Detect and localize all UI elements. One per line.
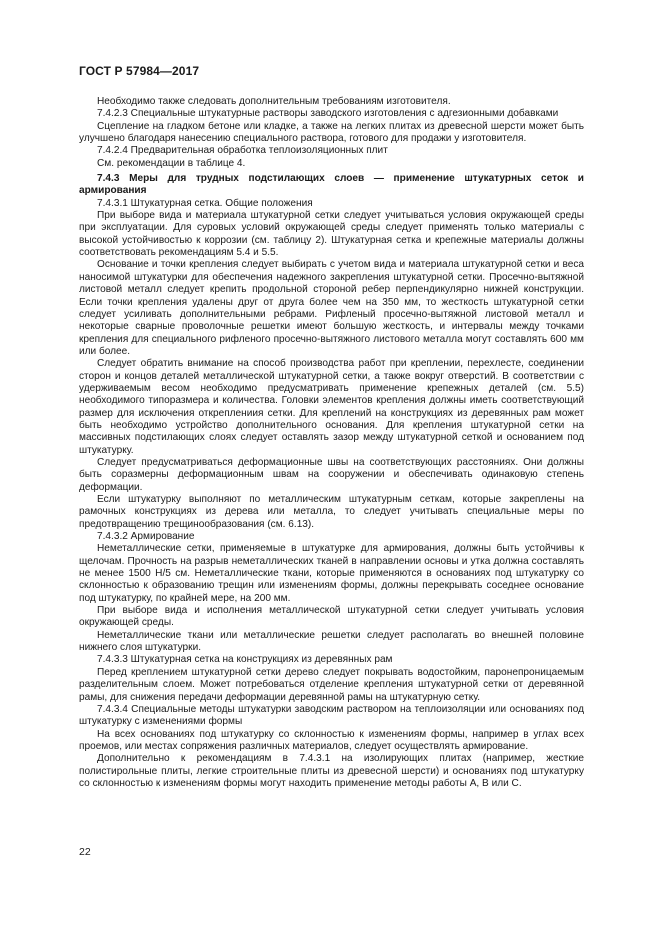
paragraph: Дополнительно к рекомендациям в 7.4.3.1 на изолирующих плитах (например, жесткие полистирольные плиты, легкие строительные плиты из древесной шерсти) и основаниях под штукатурку со склонностью к изменениям формы могут находить применение методы работы А, В или С.: [79, 753, 584, 789]
page-header: ГОСТ Р 57984—2017: [79, 64, 200, 78]
paragraph: На всех основаниях под штукатурку со склонностью к изменениям формы, например в углах всех проемов, или местах сопряжения различных материалов, следует осуществлять армирование.: [79, 728, 584, 752]
document-body: [79, 96, 584, 790]
section-heading: 7.4.2.3 Специальные штукатурные растворы заводского изготовления с адгезионными добавками: [97, 108, 559, 120]
paragraph: Перед креплением штукатурной сетки дерево следует покрывать водостойким, паронепроницаемым разделительным слоем. Может потребоваться отделение крепления штукатурной сетки от деревянной рамы, для снижения передачи деформации деревянной рамы на штукатурную сетку.: [79, 666, 584, 703]
paragraph: Сцепление на гладком бетоне или кладке, а также на легких плитах из древесной шерсти может быть улучшено благодаря нанесению специального раствора, готового для продажи у изготовителя.: [79, 120, 584, 145]
section-heading: 7.4.2.4 Предварительная обработка теплоизоляционных плит: [97, 145, 388, 157]
paragraph: Следует обратить внимание на способ производства работ при креплении, перехлесте, соединении сторон и концов деталей металлической штукатурной сетки, а также вокруг отверстий. В соответствии с удерживаемым весом необходимо предусматривать применение крепежных деталей (см. 5.5) необходимого типоразмера и количества. Головки элементов крепления должны иметь соответствующий размер для исключения откреплениия сетки. Для креплений на конструкциях из деревянных рам может быть необходимо устройство дополнительного основания. Для крепления штукатурной сетки на массивных подстилающих слоях следует оставлять зазор между штукатурной сеткой и основанием под штукатурку.: [79, 358, 584, 456]
paragraph: Неметаллические сетки, применяемые в штукатурке для армирования, должны быть устойчивы к щелочам. Прочность на разрыв неметаллических тканей в направлении основы и утка должна составлять не менее 1500 Н/5 см. Неметаллические ткани, которые применяются в основаниях под штукатурку со склонностью к образованию трещин или изменениям формы, должны перекрывать соседнее основание под штукатурку, по крайней мере, на 200 мм.: [79, 543, 584, 604]
section-heading: 7.4.3.2 Армирование: [97, 531, 195, 543]
paragraph: Неметаллические ткани или металлические решетки следует располагать во внешней половине нижнего слоя штукатурки.: [79, 629, 584, 654]
paragraph: Необходимо также следовать дополнительным требованиям изготовителя.: [97, 96, 451, 107]
page-number: 22: [79, 846, 91, 858]
paragraph: См. рекомендации в таблице 4.: [97, 157, 246, 169]
paragraph: Основание и точки крепления следует выбирать с учетом вида и материала штукатурной сетки и веса наносимой штукатурки для обеспечения надежного закрепления штукатурной сетки. Просечно-вытяжной листовой металл следует крепить продольной стороной ребер перпендикулярно нижней конструкции. Если точки крепления удалены друг от друга более чем на 350 мм, то жесткость штукатурной сетки следует усиливать дополнительными ребрами. Рифленый просечно-вытяжной листовой металл и некоторые сварные проволочные решетки имеют большую жесткость, и интервалы между точками крепления для специального рифленого просечно-вытяжного листового металла могут составлять 600 мм или более.: [79, 259, 584, 357]
paragraph: Следует предусматриваться деформационные швы на соответствующих расстояниях. Они должны быть соразмерны деформационным швам на сооружении и обеспечивать одинаковую степень деформации.: [79, 456, 584, 493]
paragraph: При выборе вида и материала штукатурной сетки следует учитываться условия окружающей среды при эксплуатации. Для суровых условий окружающей среды следует применять только материалы с высокой устойчивостью к коррозии (см. таблицу 2). Штукатурная сетка и крепежные материалы должны соответствовать рекомендациям 5.4 и 5.5.: [79, 210, 584, 259]
section-heading: 7.4.3.4 Специальные методы штукатурки заводским раствором на теплоизоляции или основаниях под штукатурку с изменениями формы: [79, 703, 584, 728]
paragraph: Если штукатурку выполняют по металлическим штукатурным сеткам, которые закреплены на рамочных конструкциях из дерева или металла, то следует учитывать специальные меры по предотвращению трещинообразования (см. 6.13).: [79, 494, 584, 530]
section-heading-bold: 7.4.3 Меры для трудных подстилающих слоев — применение штукатурных сеток и армирования: [79, 173, 584, 197]
section-heading: 7.4.3.3 Штукатурная сетка на конструкциях из деревянных рам: [97, 654, 393, 666]
paragraph: При выборе вида и исполнения металлической штукатурной сетки следует учитывать условия окружающей среды.: [79, 605, 584, 629]
section-heading: 7.4.3.1 Штукатурная сетка. Общие положения: [97, 197, 313, 209]
